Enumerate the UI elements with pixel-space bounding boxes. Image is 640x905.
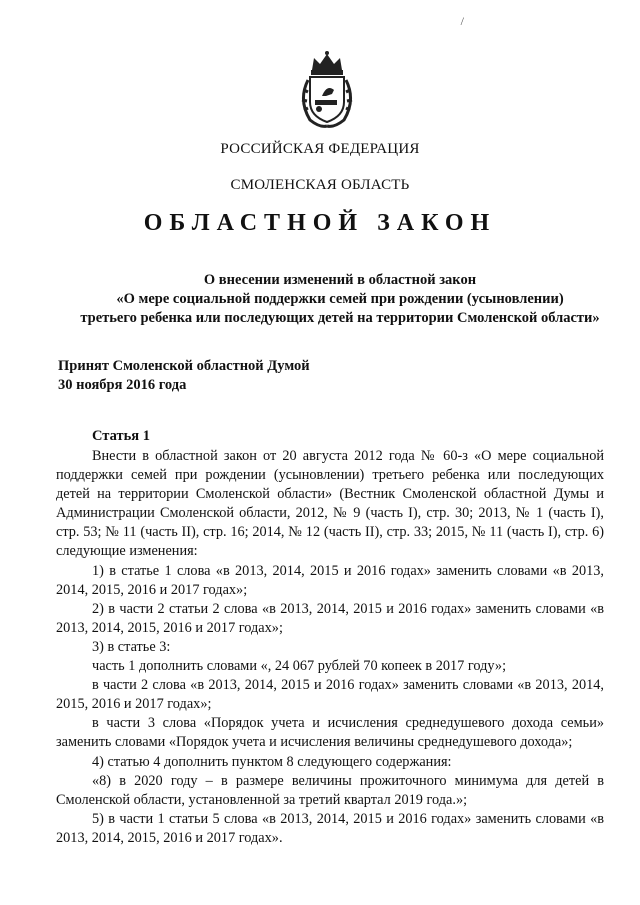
paragraph: Внести в областной закон от 20 августа 2012 года № 60-з «О мере социальной поддержки семей при рождении (усыновлении) третьего ребенка или последующих детей на территории Смоленской области» (Вестник Смоленской областной Думы и Администрации Смоленской области, 2012, № 9 (часть I), стр. 30; 2013, № 1 (часть I), стр. 53; № 11 (часть II), стр. 16; 2014, № 12 (часть II), стр. 33; 2015, № 11 (часть I), стр. 6) следующие изменения: [56, 448, 604, 560]
paragraph: «8) в 2020 году – в размере величины прожиточного минимума для детей в Смоленской области, установленной за третий квартал 2019 года.»; [56, 772, 604, 808]
doc-type-title: ОБЛАСТНОЙ ЗАКОН [143, 210, 497, 236]
law-subject [40, 271, 640, 328]
paragraph: 3) в статье 3: [92, 638, 171, 655]
paragraph: 2) в части 2 статьи 2 слова «в 2013, 2014, 2015 и 2016 годах» заменить словами «в 2013, 2014, 2015, 2016 и 2017 годах»; [56, 600, 604, 636]
paragraph: 4) статью 4 дополнить пунктом 8 следующего содержания: [92, 753, 452, 770]
subject-line: третьего ребенка или последующих детей на территории Смоленской области» [80, 310, 600, 326]
corner-mark: / [460, 14, 464, 28]
adoption-info [58, 357, 310, 395]
smolensk-coat-of-arms-icon [296, 50, 358, 130]
paragraph: 5) в части 1 статьи 5 слова «в 2013, 2014, 2015 и 2016 годах» заменить словами «в 2013, 2014, 2015, 2016 и 2017 годах». [56, 810, 604, 846]
subject-line: «О мере социальной поддержки семей при рождении (усыновлении) [116, 291, 564, 307]
paragraph: часть 1 дополнить словами «, 24 067 рублей 70 копеек в 2017 году»; [92, 658, 507, 675]
adopted-by: Принят Смоленской областной Думой [58, 358, 310, 374]
subject-line: О внесении изменений в областной закон [203, 272, 477, 288]
country-heading: РОССИЙСКАЯ ФЕДЕРАЦИЯ [220, 141, 420, 157]
region-heading: СМОЛЕНСКАЯ ОБЛАСТЬ [230, 177, 410, 193]
paragraph: в части 3 слова «Порядок учета и исчисления среднедушевого дохода семьи» заменить словами «Порядок учета и исчисления величины среднедушевого дохода»; [56, 715, 604, 751]
article-title: Статья 1 [92, 428, 150, 444]
paragraph: в части 2 слова «в 2013, 2014, 2015 и 2016 годах» заменить словами «в 2013, 2014, 2015, 2016 и 2017 годах»; [56, 677, 604, 713]
paragraph: 1) в статье 1 слова «в 2013, 2014, 2015 и 2016 годах» заменить словами «в 2013, 2014, 2015, 2016 и 2017 годах»; [56, 562, 604, 598]
adopted-date: 30 ноября 2016 года [58, 377, 187, 393]
article-body [56, 447, 604, 848]
